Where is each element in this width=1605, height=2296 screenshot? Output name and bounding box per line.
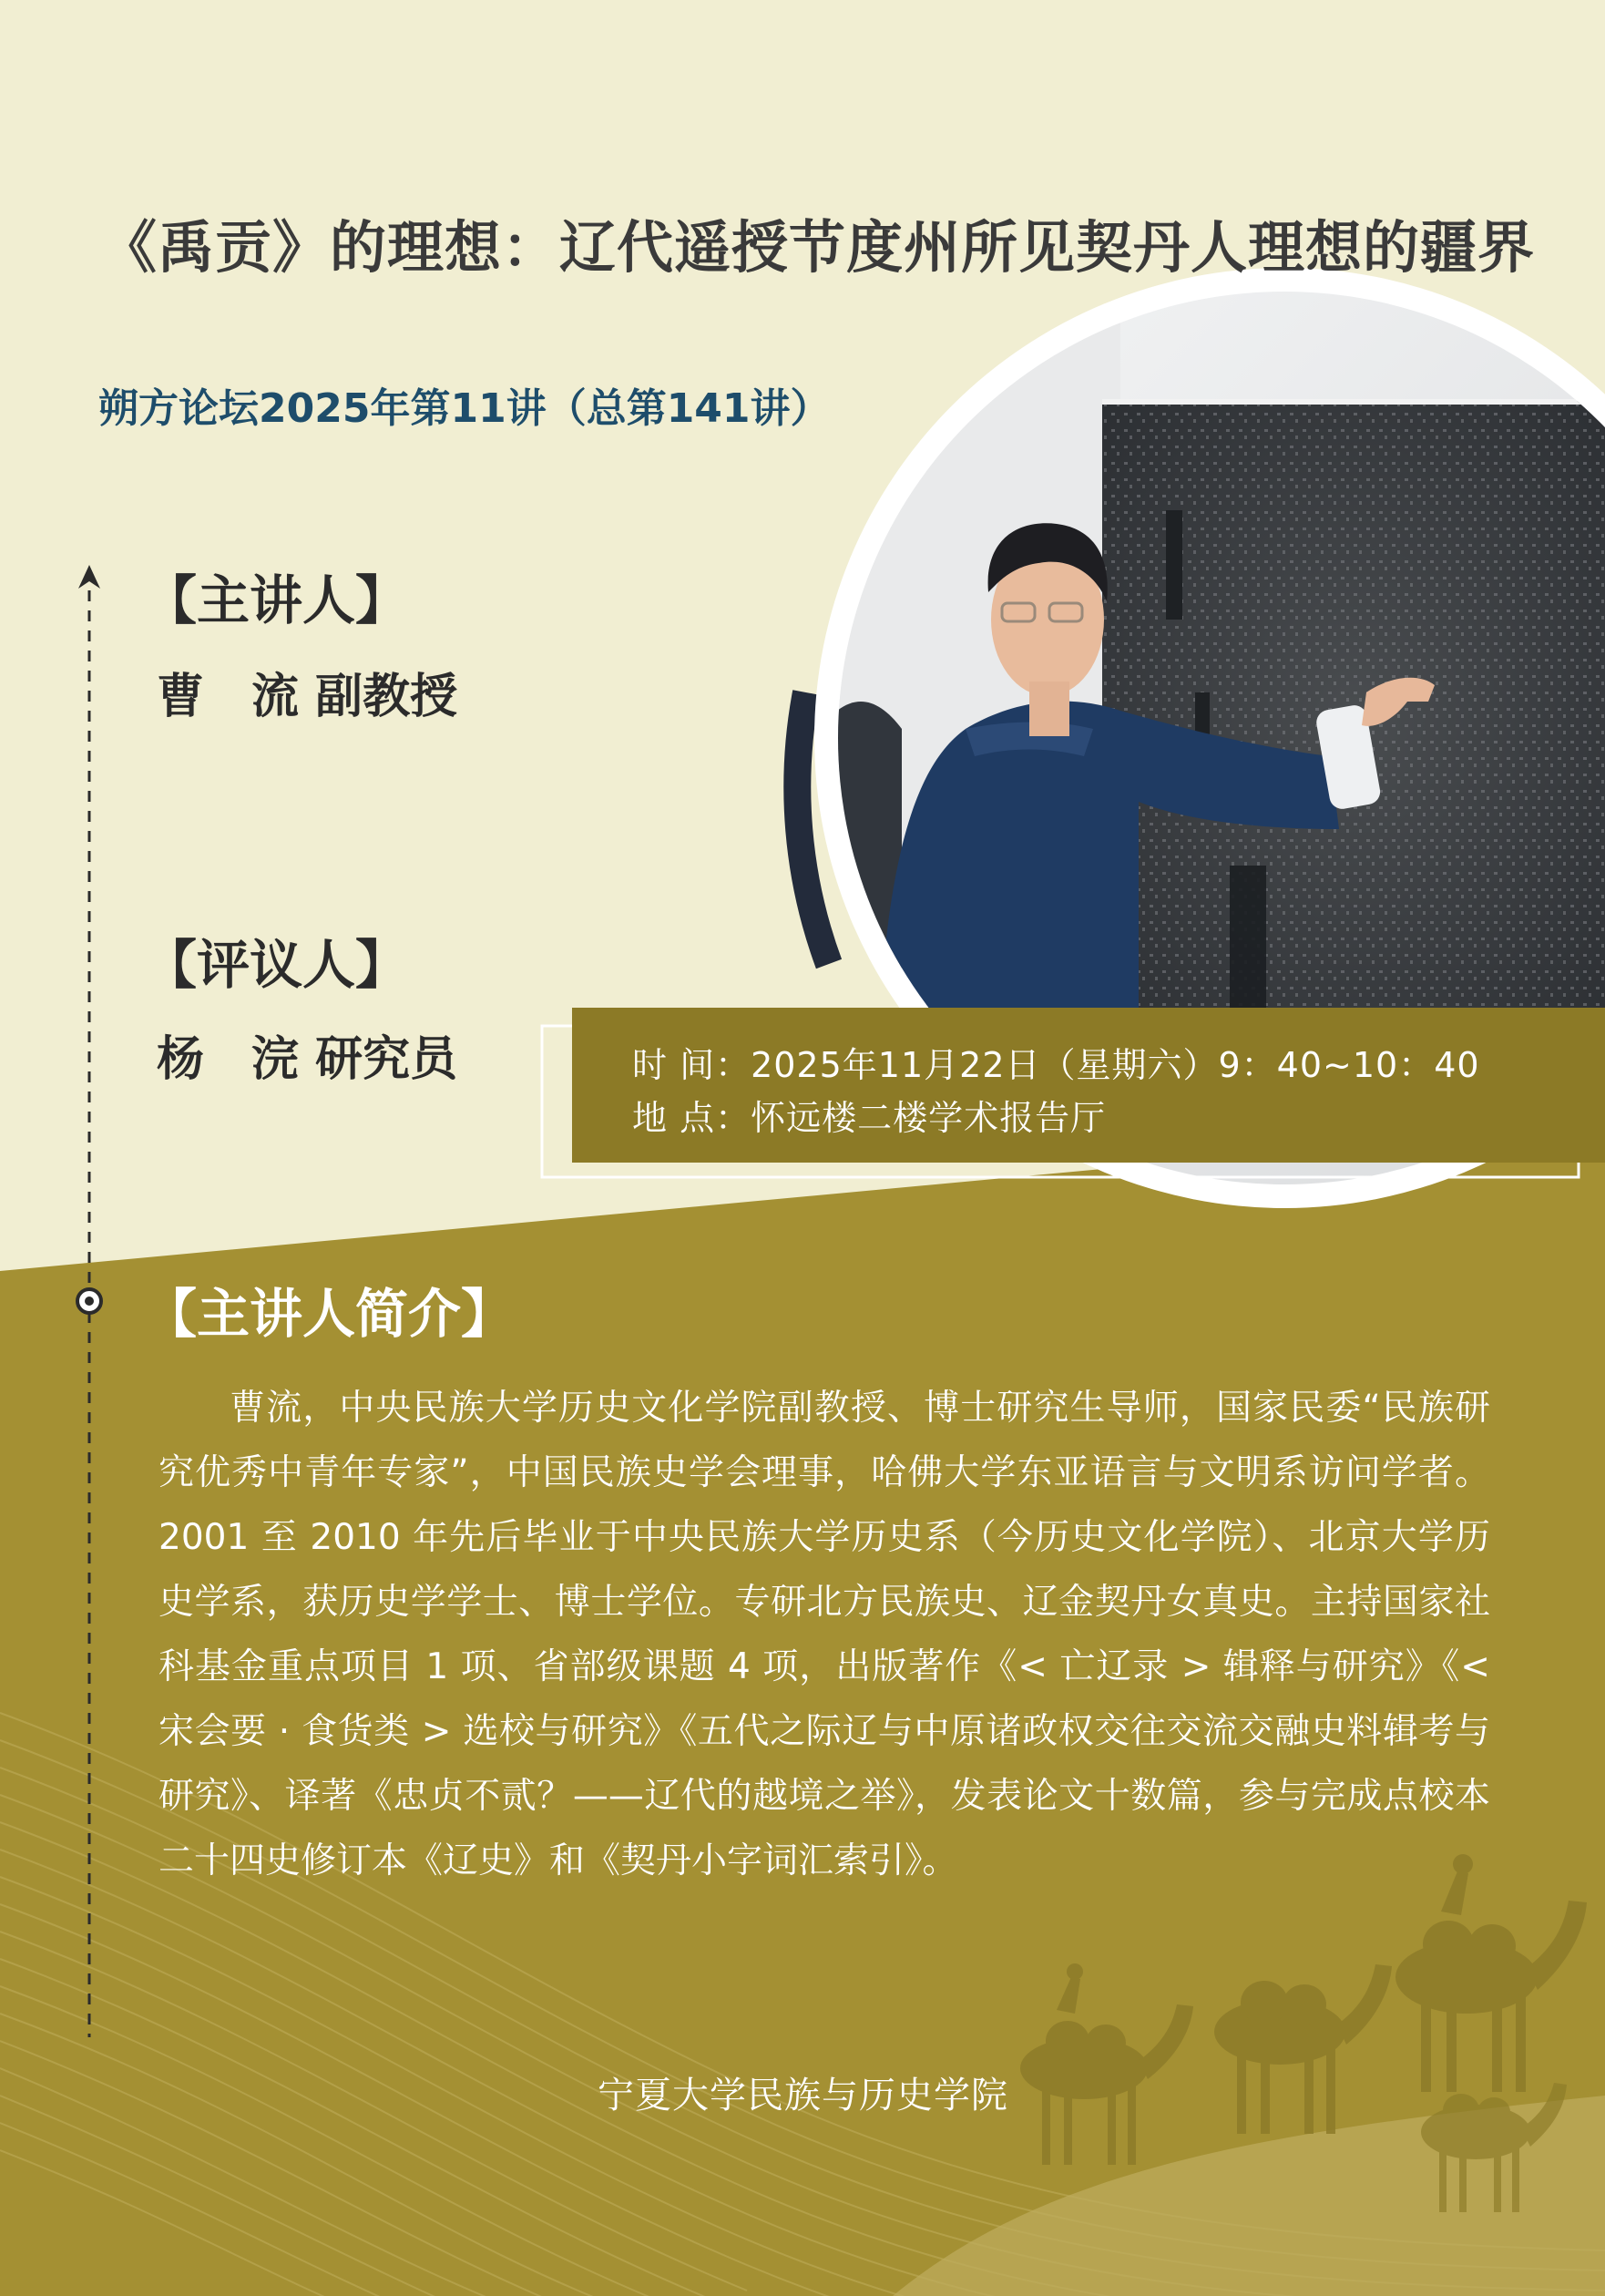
forum-series-label: 朔方论坛2025年第11讲（总第141讲）: [98, 385, 831, 432]
arrow-up-icon: [78, 565, 100, 589]
event-time: 时 间：2025年11月22日（星期六）9：40~10：40: [632, 1045, 1480, 1085]
circle-node-dot: [85, 1297, 94, 1306]
main-title: 《禹贡》的理想：辽代遥授节度州所见契丹人理想的疆界: [100, 214, 1536, 281]
bio-heading: 【主讲人简介】: [144, 1283, 515, 1345]
reviewer-name: 杨 浣 研究员: [157, 1031, 458, 1087]
speaker-heading: 【主讲人】: [144, 569, 409, 631]
bio-paragraph: 曹流，中央民族大学历史文化学院副教授、博士研究生导师，国家民委“民族研究优秀中青年专家”，中国民族史学会理事，哈佛大学东亚语言与文明系访问学者。2001 至 2010 年先后毕业于中央民族大学历史系（今历史文化学院）、北京大学历史学系，获历史学学士、博士学位。专研北方民族史、辽金契丹女真史。主持国家社科基金重点项目 1 项、省部级课题 4 项，出版著作《< 亡辽录 > 辑释与研究》《< 宋会要 · 食货类 > 选校与研究》《五代之际辽与中原诸政权交往交流交融史料辑考与研究》、译著《忠贞不贰？——辽代的越境之举》，发表论文十数篇，参与完成点校本二十四史修订本《辽史》和《契丹小字词汇索引》。: [158, 1388, 1490, 1881]
event-place: 地 点：怀远楼二楼学术报告厅: [632, 1098, 1107, 1138]
speaker-name: 曹 流 副教授: [157, 669, 458, 724]
footer-organization: 宁夏大学民族与历史学院: [598, 2075, 1008, 2117]
reviewer-heading: 【评议人】: [144, 934, 409, 996]
speaker-bio: [158, 1376, 1490, 1893]
